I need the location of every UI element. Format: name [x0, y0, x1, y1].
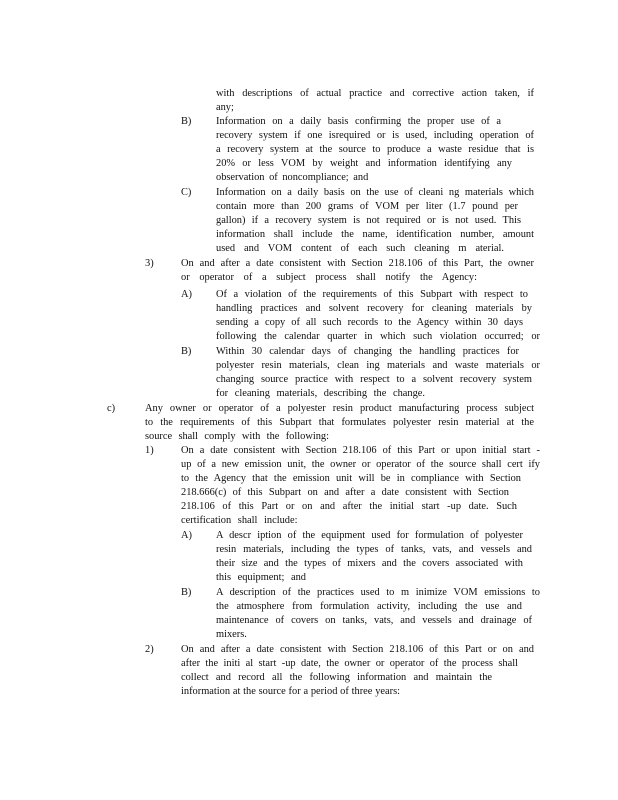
text-line: information at the source for a period of three years:	[181, 686, 400, 698]
text-line: Of a violation of the requirements of this Subpart with respect to	[216, 289, 528, 300]
text-line: recovery system if one isrequired or is used, including operation of	[216, 130, 534, 142]
list-label: 2)	[145, 644, 154, 655]
list-item-text	[181, 257, 534, 285]
text-line: source shall comply with the following:	[145, 431, 329, 443]
text-line: contain more than 200 grams of VOM per liter (1.7 pound per	[216, 201, 518, 213]
text-line: On and after a date consistent with Section 218.106 of this Part, the owner	[181, 258, 534, 269]
text-line: observation of noncompliance; and	[216, 172, 369, 184]
text-line: 218.666(c) of this Subpart on and after a date consistent with Section	[181, 487, 509, 499]
text-line: On a date consistent with Section 218.106 of this Part or upon initial start -	[181, 445, 540, 456]
list-item-text	[216, 115, 534, 185]
list-item-text	[216, 186, 534, 256]
text-line: handling practices and solvent recovery for cleaning materials by	[216, 303, 532, 315]
text-line: changing source practice with respect to a solvent recovery system	[216, 374, 532, 386]
text-line: with descriptions of actual practice and corrective action taken, if	[216, 88, 534, 99]
text-line: a recovery system at the source to produce a waste residue that is	[216, 144, 534, 156]
list-item-text	[216, 586, 540, 642]
continuation-text	[216, 87, 534, 115]
text-line: On and after a date consistent with Section 218.106 of this Part or on and	[181, 644, 534, 655]
text-line: sending a copy of all such records to the Agency within 30 days	[216, 317, 523, 329]
list-item-text	[216, 288, 540, 344]
text-line: to the Agency that the emission unit will be in compliance with Section	[181, 473, 521, 485]
text-line: the atmosphere from formulation activity, including the use and	[216, 601, 522, 613]
text-line: after the initi al start -up date, the owner or operator of the process shall	[181, 658, 518, 670]
list-item-text	[216, 529, 540, 585]
list-label: B)	[181, 346, 192, 357]
list-item-text	[181, 444, 540, 529]
text-line: gallon) if a recovery system is not required or is not used. This	[216, 215, 521, 227]
text-line: Any owner or operator of a polyester resin product manufacturing process subject	[145, 403, 534, 414]
text-line: used and VOM content of each such cleaning m aterial.	[216, 243, 504, 255]
text-line: mixers.	[216, 629, 247, 641]
list-label: C)	[181, 187, 192, 198]
text-line: Within 30 calendar days of changing the handling practices for	[216, 346, 519, 357]
text-line: this equipment; and	[216, 572, 306, 584]
list-label: B)	[181, 116, 192, 127]
text-line: maintenance of covers on tanks, vats, and vessels and drainage of	[216, 615, 532, 627]
text-line: to the requirements of this Subpart that formulates polyester resin material at the	[145, 417, 534, 429]
text-line: following the calendar quarter in which such violation occurred; or	[216, 331, 540, 343]
text-line: or operator of a subject process shall notify the Agency:	[181, 272, 477, 284]
text-line: A description of the practices used to m inimize VOM emissions to	[216, 587, 540, 598]
text-line: for cleaning materials, describing the change.	[216, 388, 425, 400]
list-item-text	[216, 345, 540, 401]
text-line: A descr iption of the equipment used for formulation of polyester	[216, 530, 523, 541]
text-line: any;	[216, 102, 234, 114]
text-line: collect and record all the following information and maintain the	[181, 672, 492, 684]
list-label: 3)	[145, 258, 154, 269]
text-line: Information on a daily basis confirming the proper use of a	[216, 116, 501, 127]
text-line: 218.106 of this Part or on and after the initial start -up date. Such	[181, 501, 517, 513]
text-line: information shall include the name, identification number, amount	[216, 229, 534, 241]
list-label: 1)	[145, 445, 154, 456]
text-line: up of a new emission unit, the owner or operator of the source shall cert ify	[181, 459, 540, 471]
text-line: Information on a daily basis on the use of cleani ng materials which	[216, 187, 534, 198]
text-line: resin materials, including the types of tanks, vats, and vessels and	[216, 544, 532, 556]
list-label: c)	[107, 403, 116, 414]
list-item-text	[181, 643, 534, 699]
text-line: 20% or less VOM by weight and information identifying any	[216, 158, 512, 170]
list-label: A)	[181, 289, 192, 300]
list-label: A)	[181, 530, 192, 541]
text-line: polyester resin materials, clean ing materials and waste materials or	[216, 360, 540, 372]
list-label: B)	[181, 587, 192, 598]
text-line: their size and the types of mixers and the covers associated with	[216, 558, 523, 570]
list-item-text	[145, 402, 534, 444]
text-line: certification shall include:	[181, 515, 298, 527]
